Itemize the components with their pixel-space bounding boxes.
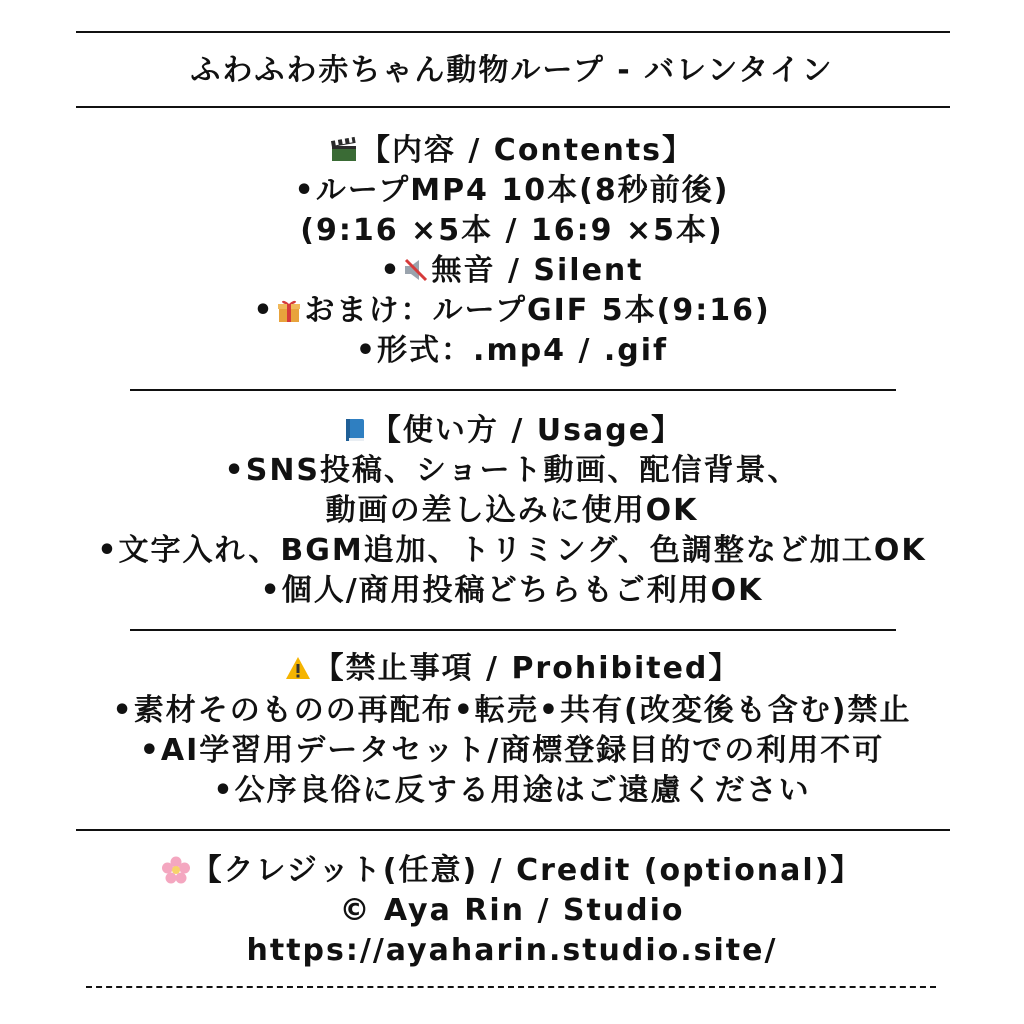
prohibited-line-2: •AI学習用データセット/商標登録目的での利用不可 bbox=[139, 733, 885, 768]
usage-heading: 【使い方 / Usage】 bbox=[370, 413, 684, 448]
contents-heading-row bbox=[0, 131, 1024, 171]
section-rule-3 bbox=[76, 829, 950, 831]
prohibited-line-1: •素材そのものの再配布•転売•共有(改変後も含む)禁止 bbox=[112, 693, 912, 728]
blue-book-icon bbox=[341, 416, 369, 444]
clapperboard-icon bbox=[330, 136, 358, 164]
prohibited-line-3: •公序良俗に反する用途はご遠慮ください bbox=[213, 773, 811, 808]
contents-line-3: 無音 / Silent bbox=[431, 253, 644, 288]
top-rule bbox=[76, 31, 950, 33]
credit-line-1: © Aya Rin / Studio bbox=[339, 893, 685, 928]
prohibited-heading: 【禁止事項 / Prohibited】 bbox=[313, 651, 741, 686]
section-rule-1 bbox=[130, 389, 896, 391]
bullet: • bbox=[380, 253, 402, 288]
usage-line-4: •個人/商用投稿どちらもご利用OK bbox=[260, 573, 764, 608]
prohibited-heading-row bbox=[0, 649, 1024, 689]
credit-heading: 【クレジット(任意) / Credit (optional)】 bbox=[191, 853, 863, 888]
credit-line-2: https://ayaharin.studio.site/ bbox=[246, 933, 778, 968]
contents-line-3-row bbox=[0, 251, 1024, 291]
title-bottom-rule bbox=[76, 106, 950, 108]
bullet: • bbox=[253, 293, 275, 328]
warning-icon bbox=[284, 654, 312, 682]
contents-line-4-row bbox=[0, 291, 1024, 331]
bottom-rule bbox=[86, 986, 936, 988]
usage-heading-row bbox=[0, 411, 1024, 451]
gift-icon bbox=[275, 296, 303, 324]
usage-line-2: 動画の差し込みに使用OK bbox=[325, 493, 699, 528]
page-title: ふわふわ赤ちゃん動物ループ - バレンタイン bbox=[190, 53, 834, 88]
muted-speaker-icon bbox=[402, 256, 430, 284]
section-rule-2 bbox=[130, 629, 896, 631]
contents-line-5: •形式：.mp4 / .gif bbox=[355, 333, 669, 368]
contents-line-4: おまけ：ループGIF 5本(9:16) bbox=[304, 293, 771, 328]
cherry-blossom-icon bbox=[162, 856, 190, 884]
usage-line-3: •文字入れ、BGM追加、トリミング、色調整など加工OK bbox=[97, 533, 927, 568]
contents-heading: 【内容 / Contents】 bbox=[359, 133, 695, 168]
credit-heading-row bbox=[0, 851, 1024, 891]
contents-line-2: (9:16 ×5本 / 16:9 ×5本) bbox=[300, 213, 724, 248]
usage-line-1: •SNS投稿、ショート動画、配信背景、 bbox=[224, 453, 800, 488]
contents-line-1: •ループMP4 10本(8秒前後) bbox=[294, 173, 730, 208]
